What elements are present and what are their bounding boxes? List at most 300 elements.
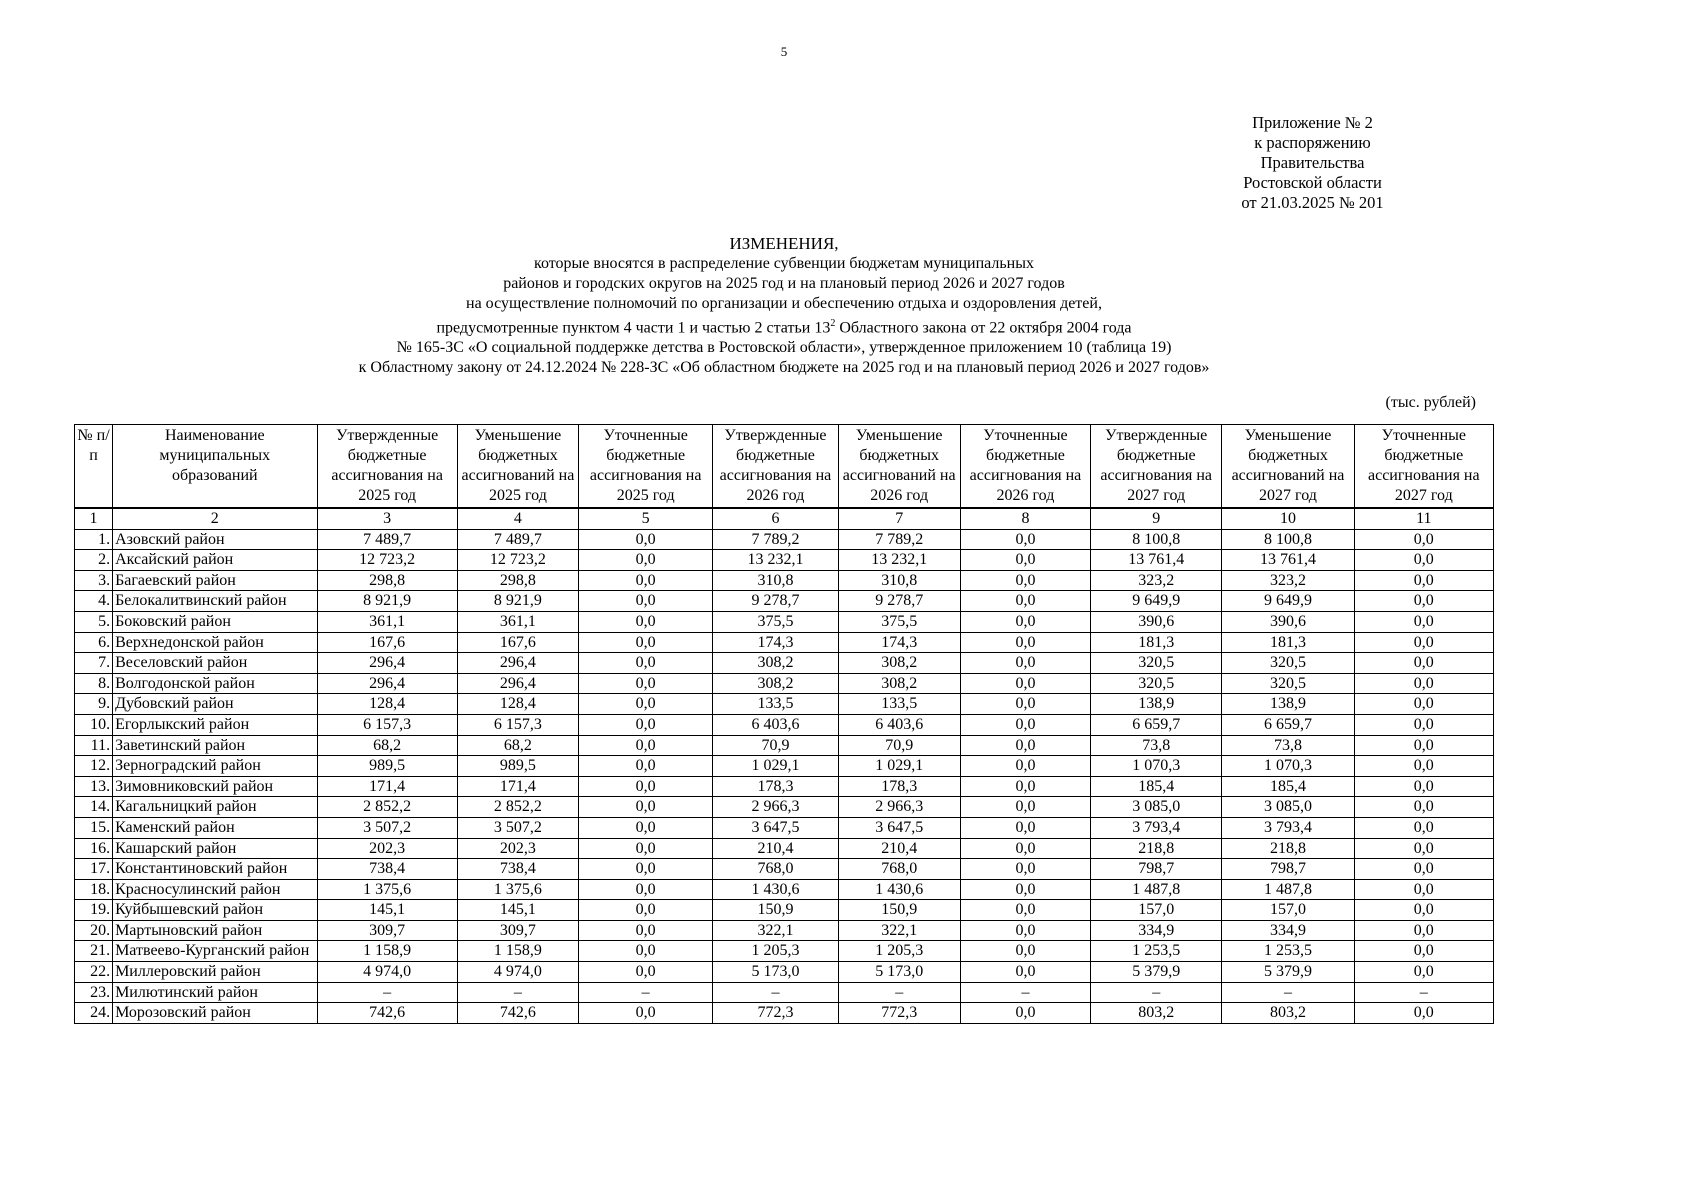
amount-cell: 4 974,0: [317, 962, 457, 983]
row-number: 3.: [75, 570, 113, 591]
amount-cell: 0,0: [960, 962, 1090, 983]
municipality-name: Матвеево-Курганский район: [113, 941, 317, 962]
amount-cell: 0,0: [960, 694, 1090, 715]
row-number: 2.: [75, 550, 113, 571]
amount-cell: 0,0: [960, 776, 1090, 797]
amount-cell: 0,0: [579, 962, 713, 983]
table-row: [75, 941, 1494, 962]
amount-cell: 0,0: [579, 611, 713, 632]
table-row: [75, 817, 1494, 838]
amount-cell: 768,0: [838, 859, 960, 880]
column-header: Утвержденные бюджетные ассигнования на 2026 год: [713, 425, 838, 509]
municipality-name: Кагальницкий район: [113, 797, 317, 818]
table-row: [75, 653, 1494, 674]
amount-cell: 0,0: [960, 632, 1090, 653]
amount-cell: –: [838, 982, 960, 1003]
amount-cell: 296,4: [457, 653, 578, 674]
municipality-name: Заветинский район: [113, 735, 317, 756]
amount-cell: 185,4: [1222, 776, 1354, 797]
units-label: (тыс. рублей): [1385, 394, 1476, 411]
row-number: 4.: [75, 591, 113, 612]
amount-cell: 0,0: [579, 735, 713, 756]
amount-cell: –: [317, 982, 457, 1003]
amount-cell: 5 379,9: [1091, 962, 1222, 983]
municipality-name: Боковский район: [113, 611, 317, 632]
amount-cell: 0,0: [960, 714, 1090, 735]
row-number: 6.: [75, 632, 113, 653]
amount-cell: 0,0: [579, 756, 713, 777]
appendix-line: к распоряжению: [1254, 133, 1371, 152]
amount-cell: 989,5: [317, 756, 457, 777]
amount-cell: 298,8: [457, 570, 578, 591]
amount-cell: 0,0: [579, 632, 713, 653]
table-row: [75, 673, 1494, 694]
amount-cell: 320,5: [1091, 653, 1222, 674]
amount-cell: 3 793,4: [1091, 817, 1222, 838]
table-row: [75, 1003, 1494, 1024]
amount-cell: 12 723,2: [457, 550, 578, 571]
amount-cell: 181,3: [1091, 632, 1222, 653]
appendix-line: Правительства: [1260, 153, 1365, 172]
amount-cell: 133,5: [838, 694, 960, 715]
amount-cell: 0,0: [579, 550, 713, 571]
amount-cell: 0,0: [1354, 673, 1493, 694]
amount-cell: 3 793,4: [1222, 817, 1354, 838]
column-number: 3: [317, 508, 457, 529]
amount-cell: 145,1: [457, 900, 578, 921]
amount-cell: 0,0: [960, 920, 1090, 941]
amount-cell: 6 403,6: [838, 714, 960, 735]
title-line: [0, 314, 1568, 338]
amount-cell: 309,7: [457, 920, 578, 941]
amount-cell: 68,2: [317, 735, 457, 756]
municipality-name: Миллеровский район: [113, 962, 317, 983]
amount-cell: 0,0: [1354, 941, 1493, 962]
amount-cell: 9 649,9: [1091, 591, 1222, 612]
title-line: на осуществление полномочий по организации и обеспечению отдыха и оздоровления детей,: [466, 295, 1102, 312]
amount-cell: 202,3: [457, 838, 578, 859]
amount-cell: 0,0: [960, 529, 1090, 550]
amount-cell: 218,8: [1091, 838, 1222, 859]
amount-cell: 320,5: [1222, 653, 1354, 674]
amount-cell: 298,8: [317, 570, 457, 591]
allocation-table: [74, 424, 1494, 1024]
amount-cell: 145,1: [317, 900, 457, 921]
table-row: [75, 879, 1494, 900]
amount-cell: 0,0: [1354, 900, 1493, 921]
amount-cell: 803,2: [1222, 1003, 1354, 1024]
amount-cell: 772,3: [838, 1003, 960, 1024]
table-row: [75, 859, 1494, 880]
amount-cell: 12 723,2: [317, 550, 457, 571]
column-number: 10: [1222, 508, 1354, 529]
amount-cell: 0,0: [579, 838, 713, 859]
amount-cell: 296,4: [317, 673, 457, 694]
amount-cell: 0,0: [960, 859, 1090, 880]
title-line: которые вносятся в распределение субвенции бюджетам муниципальных: [534, 255, 1034, 272]
amount-cell: 138,9: [1091, 694, 1222, 715]
municipality-name: Верхнедонской район: [113, 632, 317, 653]
amount-cell: 178,3: [838, 776, 960, 797]
column-header: Уточненные бюджетные ассигнования на 2027 год: [1354, 425, 1493, 509]
amount-cell: 798,7: [1222, 859, 1354, 880]
amount-cell: 0,0: [1354, 735, 1493, 756]
amount-cell: 0,0: [1354, 653, 1493, 674]
amount-cell: 0,0: [1354, 776, 1493, 797]
amount-cell: 308,2: [713, 673, 838, 694]
amount-cell: 322,1: [838, 920, 960, 941]
amount-cell: 1 430,6: [713, 879, 838, 900]
column-header: Уменьшение бюджетных ассигнований на 2026 год: [838, 425, 960, 509]
column-header: Утвержденные бюджетные ассигнования на 2025 год: [317, 425, 457, 509]
row-number: 19.: [75, 900, 113, 921]
amount-cell: 6 157,3: [317, 714, 457, 735]
amount-cell: 308,2: [838, 653, 960, 674]
table-row: [75, 838, 1494, 859]
amount-cell: 0,0: [1354, 611, 1493, 632]
municipality-name: Морозовский район: [113, 1003, 317, 1024]
amount-cell: 167,6: [457, 632, 578, 653]
amount-cell: 171,4: [317, 776, 457, 797]
amount-cell: 0,0: [579, 653, 713, 674]
amount-cell: 171,4: [457, 776, 578, 797]
amount-cell: 0,0: [579, 797, 713, 818]
column-header: Уменьшение бюджетных ассигнований на 2027 год: [1222, 425, 1354, 509]
amount-cell: 174,3: [838, 632, 960, 653]
amount-cell: 296,4: [457, 673, 578, 694]
municipality-name: Милютинский район: [113, 982, 317, 1003]
amount-cell: 0,0: [960, 879, 1090, 900]
amount-cell: 1 158,9: [457, 941, 578, 962]
table-header-row: [75, 425, 1494, 509]
amount-cell: 0,0: [579, 529, 713, 550]
amount-cell: 1 375,6: [317, 879, 457, 900]
appendix-line: от 21.03.2025 № 201: [1241, 193, 1384, 212]
table-row: [75, 797, 1494, 818]
amount-cell: –: [1222, 982, 1354, 1003]
amount-cell: 0,0: [960, 838, 1090, 859]
amount-cell: 167,6: [317, 632, 457, 653]
municipality-name: Константиновский район: [113, 859, 317, 880]
amount-cell: 0,0: [960, 673, 1090, 694]
table-row: [75, 611, 1494, 632]
amount-cell: 7 789,2: [713, 529, 838, 550]
amount-cell: 0,0: [579, 1003, 713, 1024]
amount-cell: 13 761,4: [1091, 550, 1222, 571]
row-number: 14.: [75, 797, 113, 818]
column-header: Наименование муниципальных образований: [113, 425, 317, 509]
row-number: 11.: [75, 735, 113, 756]
table-row: [75, 982, 1494, 1003]
amount-cell: 0,0: [1354, 1003, 1493, 1024]
amount-cell: 334,9: [1222, 920, 1354, 941]
amount-cell: 1 029,1: [838, 756, 960, 777]
amount-cell: 320,5: [1222, 673, 1354, 694]
amount-cell: 13 232,1: [713, 550, 838, 571]
amount-cell: 334,9: [1091, 920, 1222, 941]
column-header: Уточненные бюджетные ассигнования на 2026 год: [960, 425, 1090, 509]
row-number: 22.: [75, 962, 113, 983]
amount-cell: 0,0: [960, 817, 1090, 838]
appendix-line: Приложение № 2: [1252, 113, 1373, 132]
amount-cell: 178,3: [713, 776, 838, 797]
table-row: [75, 900, 1494, 921]
amount-cell: 742,6: [457, 1003, 578, 1024]
municipality-name: Азовский район: [113, 529, 317, 550]
amount-cell: 322,1: [713, 920, 838, 941]
amount-cell: 0,0: [960, 735, 1090, 756]
amount-cell: 0,0: [960, 941, 1090, 962]
table-row: [75, 776, 1494, 797]
amount-cell: 138,9: [1222, 694, 1354, 715]
amount-cell: 0,0: [1354, 714, 1493, 735]
table-row: [75, 735, 1494, 756]
amount-cell: 308,2: [713, 653, 838, 674]
row-number: 24.: [75, 1003, 113, 1024]
amount-cell: 3 507,2: [317, 817, 457, 838]
amount-cell: 202,3: [317, 838, 457, 859]
amount-cell: 4 974,0: [457, 962, 578, 983]
amount-cell: 0,0: [1354, 570, 1493, 591]
amount-cell: 0,0: [579, 859, 713, 880]
amount-cell: 0,0: [960, 1003, 1090, 1024]
amount-cell: 9 278,7: [838, 591, 960, 612]
amount-cell: 0,0: [1354, 838, 1493, 859]
amount-cell: 0,0: [1354, 529, 1493, 550]
amount-cell: 390,6: [1222, 611, 1354, 632]
amount-cell: 989,5: [457, 756, 578, 777]
amount-cell: 0,0: [1354, 817, 1493, 838]
amount-cell: 323,2: [1222, 570, 1354, 591]
amount-cell: 0,0: [1354, 756, 1493, 777]
amount-cell: 9 278,7: [713, 591, 838, 612]
amount-cell: 0,0: [960, 591, 1090, 612]
amount-cell: 0,0: [579, 591, 713, 612]
municipality-name: Мартыновский район: [113, 920, 317, 941]
amount-cell: 1 253,5: [1222, 941, 1354, 962]
column-number: 5: [579, 508, 713, 529]
amount-cell: 0,0: [579, 879, 713, 900]
amount-cell: 0,0: [579, 673, 713, 694]
municipality-name: Кашарский район: [113, 838, 317, 859]
municipality-name: Волгодонской район: [113, 673, 317, 694]
amount-cell: 6 403,6: [713, 714, 838, 735]
row-number: 1.: [75, 529, 113, 550]
page-number: 5: [780, 44, 788, 59]
amount-cell: 0,0: [1354, 797, 1493, 818]
amount-cell: 181,3: [1222, 632, 1354, 653]
amount-cell: 798,7: [1091, 859, 1222, 880]
amount-cell: 375,5: [713, 611, 838, 632]
amount-cell: 0,0: [960, 570, 1090, 591]
amount-cell: 2 966,3: [838, 797, 960, 818]
amount-cell: 70,9: [838, 735, 960, 756]
row-number: 9.: [75, 694, 113, 715]
amount-cell: 150,9: [713, 900, 838, 921]
municipality-name: Аксайский район: [113, 550, 317, 571]
amount-cell: 772,3: [713, 1003, 838, 1024]
amount-cell: –: [457, 982, 578, 1003]
amount-cell: 8 100,8: [1091, 529, 1222, 550]
amount-cell: –: [960, 982, 1090, 1003]
amount-cell: 1 205,3: [838, 941, 960, 962]
amount-cell: 0,0: [1354, 632, 1493, 653]
amount-cell: 210,4: [838, 838, 960, 859]
appendix-block: [1180, 113, 1445, 213]
amount-cell: 0,0: [579, 694, 713, 715]
table-row: [75, 550, 1494, 571]
municipality-name: Зимовниковский район: [113, 776, 317, 797]
amount-cell: 73,8: [1091, 735, 1222, 756]
table-row: [75, 529, 1494, 550]
amount-cell: 157,0: [1091, 900, 1222, 921]
amount-cell: 8 921,9: [457, 591, 578, 612]
amount-cell: 0,0: [960, 797, 1090, 818]
amount-cell: 0,0: [1354, 694, 1493, 715]
amount-cell: 0,0: [1354, 859, 1493, 880]
amount-cell: 6 659,7: [1222, 714, 1354, 735]
amount-cell: 2 966,3: [713, 797, 838, 818]
amount-cell: 0,0: [579, 941, 713, 962]
amount-cell: –: [1354, 982, 1493, 1003]
amount-cell: 185,4: [1091, 776, 1222, 797]
amount-cell: 0,0: [960, 611, 1090, 632]
amount-cell: 128,4: [457, 694, 578, 715]
row-number: 13.: [75, 776, 113, 797]
amount-cell: 13 761,4: [1222, 550, 1354, 571]
appendix-line: Ростовской области: [1243, 173, 1382, 192]
municipality-name: Зерноградский район: [113, 756, 317, 777]
amount-cell: 310,8: [713, 570, 838, 591]
amount-cell: 1 205,3: [713, 941, 838, 962]
municipality-name: Красносулинский район: [113, 879, 317, 900]
amount-cell: 133,5: [713, 694, 838, 715]
amount-cell: 0,0: [579, 900, 713, 921]
amount-cell: 3 085,0: [1222, 797, 1354, 818]
title-line-text: предусмотренные пунктом 4 части 1 и частью 2 статьи 13: [436, 319, 831, 337]
amount-cell: 5 173,0: [713, 962, 838, 983]
title-line-text: Областного закона от 22 октября 2004 года: [835, 319, 1132, 337]
amount-cell: 1 430,6: [838, 879, 960, 900]
amount-cell: 70,9: [713, 735, 838, 756]
municipality-name: Каменский район: [113, 817, 317, 838]
amount-cell: 361,1: [317, 611, 457, 632]
amount-cell: 6 157,3: [457, 714, 578, 735]
table-row: [75, 920, 1494, 941]
table-row: [75, 962, 1494, 983]
row-number: 15.: [75, 817, 113, 838]
amount-cell: 3 085,0: [1091, 797, 1222, 818]
amount-cell: 7 489,7: [317, 529, 457, 550]
amount-cell: 8 921,9: [317, 591, 457, 612]
column-header: Утвержденные бюджетные ассигнования на 2027 год: [1091, 425, 1222, 509]
amount-cell: 9 649,9: [1222, 591, 1354, 612]
row-number: 12.: [75, 756, 113, 777]
amount-cell: 210,4: [713, 838, 838, 859]
amount-cell: 128,4: [317, 694, 457, 715]
municipality-name: Багаевский район: [113, 570, 317, 591]
column-number: 4: [457, 508, 578, 529]
amount-cell: 0,0: [1354, 550, 1493, 571]
row-number: 8.: [75, 673, 113, 694]
amount-cell: 68,2: [457, 735, 578, 756]
amount-cell: 1 487,8: [1222, 879, 1354, 900]
amount-cell: –: [713, 982, 838, 1003]
column-header: № п/п: [75, 425, 113, 509]
column-number: 11: [1354, 508, 1493, 529]
amount-cell: 218,8: [1222, 838, 1354, 859]
amount-cell: 310,8: [838, 570, 960, 591]
amount-cell: 1 487,8: [1091, 879, 1222, 900]
row-number: 23.: [75, 982, 113, 1003]
municipality-name: Белокалитвинский район: [113, 591, 317, 612]
column-number: 7: [838, 508, 960, 529]
amount-cell: 157,0: [1222, 900, 1354, 921]
amount-cell: 1 253,5: [1091, 941, 1222, 962]
table-row: [75, 632, 1494, 653]
municipality-name: Дубовский район: [113, 694, 317, 715]
amount-cell: 5 379,9: [1222, 962, 1354, 983]
column-number: 2: [113, 508, 317, 529]
column-number: 1: [75, 508, 113, 529]
title-line: № 165-ЗС «О социальной поддержке детства в Ростовской области», утвержденное приложением 10 (таблица 19): [396, 339, 1172, 357]
amount-cell: 0,0: [960, 653, 1090, 674]
amount-cell: 1 375,6: [457, 879, 578, 900]
amount-cell: 768,0: [713, 859, 838, 880]
amount-cell: 13 232,1: [838, 550, 960, 571]
table-row: [75, 591, 1494, 612]
amount-cell: 2 852,2: [317, 797, 457, 818]
row-number: 10.: [75, 714, 113, 735]
document-title: [0, 234, 1568, 378]
amount-cell: 3 647,5: [713, 817, 838, 838]
amount-cell: 738,4: [317, 859, 457, 880]
municipality-name: Веселовский район: [113, 653, 317, 674]
amount-cell: 1 070,3: [1091, 756, 1222, 777]
amount-cell: 7 789,2: [838, 529, 960, 550]
amount-cell: 390,6: [1091, 611, 1222, 632]
amount-cell: 0,0: [1354, 879, 1493, 900]
amount-cell: 73,8: [1222, 735, 1354, 756]
amount-cell: 742,6: [317, 1003, 457, 1024]
amount-cell: 3 647,5: [838, 817, 960, 838]
title-superscript: 2: [830, 318, 836, 329]
amount-cell: 1 070,3: [1222, 756, 1354, 777]
amount-cell: 375,5: [838, 611, 960, 632]
amount-cell: 0,0: [579, 817, 713, 838]
column-number-row: [75, 508, 1494, 529]
amount-cell: 8 100,8: [1222, 529, 1354, 550]
amount-cell: 0,0: [1354, 962, 1493, 983]
row-number: 21.: [75, 941, 113, 962]
amount-cell: 0,0: [960, 900, 1090, 921]
row-number: 16.: [75, 838, 113, 859]
amount-cell: 0,0: [579, 920, 713, 941]
amount-cell: 0,0: [960, 550, 1090, 571]
amount-cell: –: [1091, 982, 1222, 1003]
column-number: 6: [713, 508, 838, 529]
municipality-name: Куйбышевский район: [113, 900, 317, 921]
amount-cell: 361,1: [457, 611, 578, 632]
column-number: 8: [960, 508, 1090, 529]
amount-cell: 150,9: [838, 900, 960, 921]
row-number: 17.: [75, 859, 113, 880]
amount-cell: 2 852,2: [457, 797, 578, 818]
amount-cell: –: [579, 982, 713, 1003]
column-number: 9: [1091, 508, 1222, 529]
table-row: [75, 694, 1494, 715]
amount-cell: 6 659,7: [1091, 714, 1222, 735]
